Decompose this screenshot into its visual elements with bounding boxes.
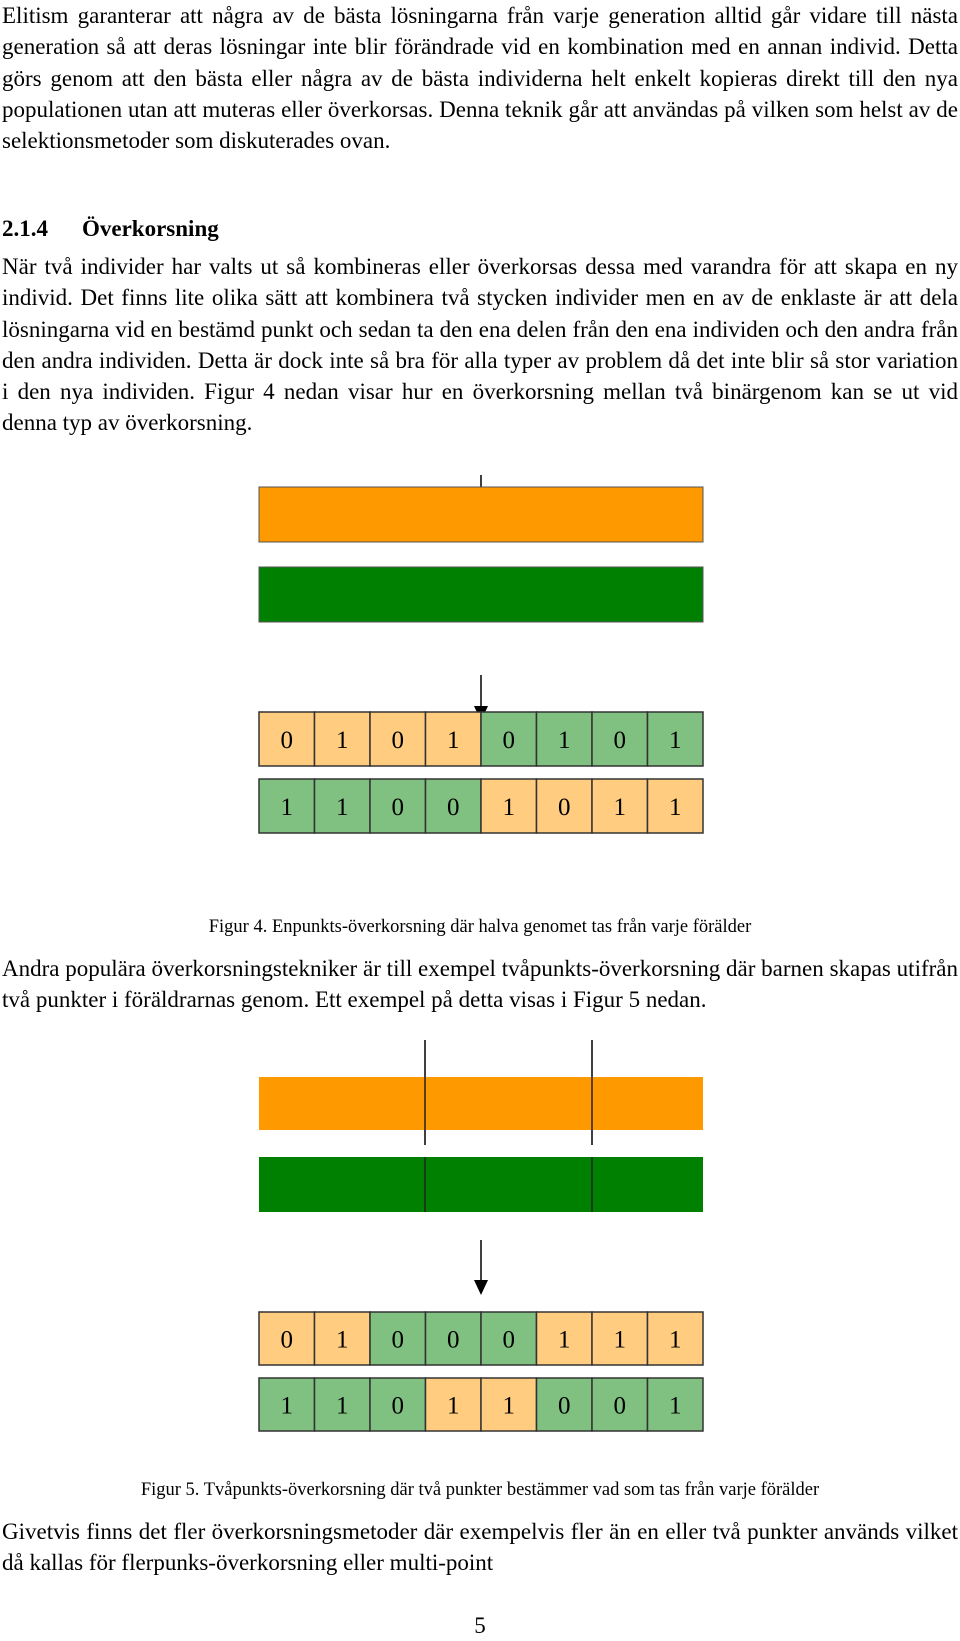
gene-value: 1	[336, 1392, 349, 1420]
gene-value: 1	[280, 1392, 293, 1420]
gene-value: 0	[391, 794, 404, 821]
gene-value: 0	[613, 1392, 626, 1420]
parent-orange-bar	[259, 487, 703, 542]
gene-value: 1	[280, 794, 293, 821]
gene-value: 0	[613, 727, 626, 754]
gene-value: 1	[613, 794, 626, 821]
parent-orange-bar	[259, 1077, 703, 1130]
gene-value: 1	[336, 794, 349, 821]
figure-4-caption: Figur 4. Enpunkts-överkorsning där halva genomet tas från varje förälder	[208, 917, 752, 937]
gene-value: 0	[391, 727, 404, 754]
gene-value: 1	[669, 727, 682, 754]
arrow-down-icon	[474, 1280, 488, 1295]
section-title: Överkorsning	[82, 216, 219, 241]
gene-value: 0	[391, 1392, 404, 1420]
gene-value: 0	[280, 1326, 293, 1354]
gene-value: 0	[502, 1326, 515, 1354]
gene-value: 1	[669, 794, 682, 821]
gene-value: 1	[613, 1326, 626, 1354]
gene-value: 1	[669, 1392, 682, 1420]
gene-value: 1	[447, 1392, 460, 1420]
child-1-genome	[259, 1312, 703, 1365]
parent-green-bar	[259, 1157, 703, 1212]
gene-value: 1	[502, 1392, 515, 1420]
section-heading	[2, 213, 219, 244]
page-number: 5	[474, 1613, 486, 1638]
section-number: 2.1.4	[2, 216, 48, 241]
gene-value: 0	[558, 1392, 571, 1420]
parent-green-bar	[259, 567, 703, 622]
figure-5-diagram	[0, 1040, 960, 1440]
gene-value: 1	[669, 1326, 682, 1354]
gene-value: 0	[447, 1326, 460, 1354]
paragraph-crossover-intro: När två individer har valts ut så kombineras eller överkorsas dessa med varandra för att skapa en ny individ. Det finns lite olika sätt att kombinera två stycken individer men en av de enklaste är att dela lösningarna vid en bestämd punkt och sedan ta den ena delen från den ena individen och den andra från den andra individen. Detta är dock inte så bra för alla typer av problem då det inte blir så stor variation i den nya individen. Figur 4 nedan visar hur en överkorsning mellan två binärgenom kan se ut vid denna typ av överkorsning.	[2, 254, 958, 436]
gene-value: 0	[447, 794, 460, 821]
gene-value: 0	[280, 727, 293, 754]
gene-value: 1	[447, 727, 460, 754]
paragraph-elitism: Elitism garanterar att några av de bästa lösningarna från varje generation alltid går vidare till nästa generation så att deras lösningar inte blir förändrade vid en kombination med en annan individ. Detta görs genom att den bästa eller några av de bästa individerna helt enkelt kopieras direkt till den nya populationen utan att muteras eller överkorsas. Denna teknik går att användas på vilken som helst av de selektionsmetoder som diskuterades ovan.	[2, 3, 958, 154]
child-2-genome	[259, 779, 703, 833]
gene-value: 0	[558, 794, 571, 821]
child-1-genome	[259, 712, 703, 766]
figure-4-diagram	[0, 475, 960, 845]
gene-value: 1	[558, 727, 571, 754]
gene-value: 1	[502, 794, 515, 821]
child-2-genome	[259, 1378, 703, 1431]
gene-value: 1	[336, 1326, 349, 1354]
gene-value: 0	[502, 727, 515, 754]
paragraph-two-point: Andra populära överkorsningstekniker är till exempel tvåpunkts-överkorsning där barnen skapas utifrån två punkter i föräldrarnas genom. Ett exempel på detta visas i Figur 5 nedan.	[2, 956, 958, 1013]
paragraph-multi-point: Givetvis finns det fler överkorsningsmetoder där exempelvis fler än en eller två punkter används vilket då kallas för flerpunks-överkorsning eller multi-point	[2, 1519, 958, 1576]
gene-value: 1	[336, 727, 349, 754]
gene-value: 1	[558, 1326, 571, 1354]
figure-5-caption: Figur 5. Tvåpunkts-överkorsning där två punkter bestämmer vad som tas från varje förälder	[140, 1480, 820, 1500]
gene-value: 0	[391, 1326, 404, 1354]
